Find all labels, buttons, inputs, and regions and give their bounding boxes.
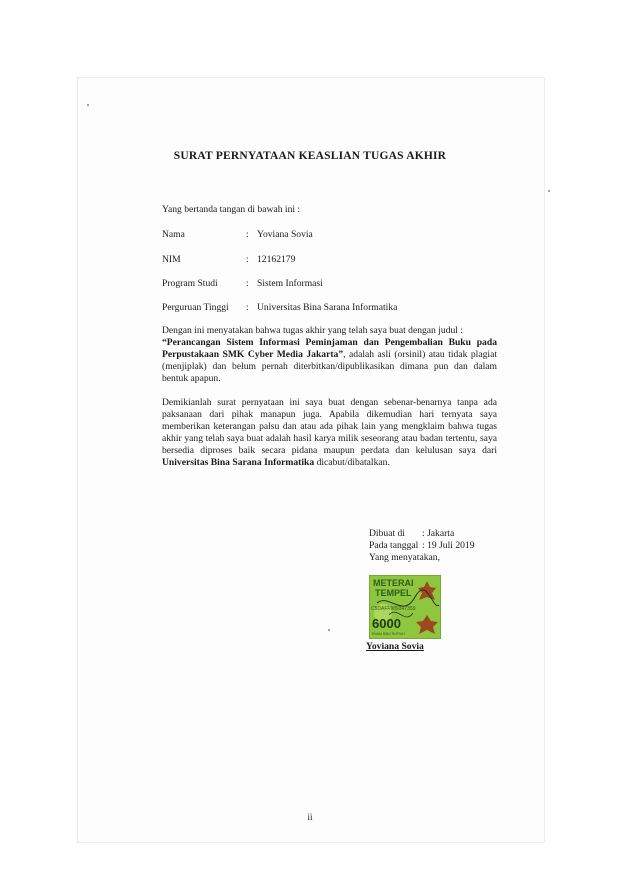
intro-text: Yang bertanda tangan di bawah ini : [162, 204, 301, 215]
field-label: Perguruan Tinggi [162, 302, 229, 313]
declaration-body [162, 397, 497, 468]
document-title: SURAT PERNYATAAN KEASLIAN TUGAS AKHIR [173, 150, 447, 162]
place-row [369, 528, 475, 540]
field-label: Nama [162, 229, 185, 240]
signer-name: Yoviana Sovia [366, 641, 424, 652]
field-colon: : [246, 302, 249, 313]
university-name: Universitas Bina Sarana Informatika [162, 456, 315, 468]
declaration-end: dicabut/dibatalkan. [314, 456, 390, 468]
field-value: Universitas Bina Sarana Informatika [257, 302, 398, 313]
statement-lead: Dengan ini menyatakan bahwa tugas akhir yang telah saya buat dengan judul : [162, 325, 464, 336]
date-row [369, 540, 475, 552]
field-value: 12162179 [257, 254, 296, 265]
date-value: : 19 Juli 2019 [422, 540, 475, 551]
field-colon: : [246, 278, 249, 289]
place-value: : Jakarta [422, 528, 455, 539]
scan-speck [87, 104, 89, 106]
field-colon: : [246, 229, 249, 240]
statement-paragraph [162, 325, 497, 385]
statement-rest: , adalah asli (orsinil) atau tidak plagiat (menjiplak) dan belum pernah diterbitkan/dipublikasikan dimana pun dan dalam bentuk apapun. [162, 348, 497, 384]
meterai-stamp [369, 575, 441, 639]
declaration-text: Demikianlah surat pernyataan ini saya buat dengan sebenar-benarnya tanpa ada paksanaan dari pihak manapun juga. Apabila dikemudian hari ternyata saya memberikan keterangan palsu dan atau ada pihak lain yang mengklaim bahwa tugas akhir yang telah saya buat adalah hasil karya milik seseorang atau badan tertentu, saya bersedia diproses baik secara pidana maupun perdata dan kelulusan saya dari [162, 397, 497, 456]
stamp-subtext: ENAM RIBU RUPIAH [372, 632, 405, 636]
declaration-paragraph [162, 397, 497, 468]
stamp-serial: C5DAFF989347359 [371, 606, 416, 612]
scan-speck [328, 629, 330, 631]
closing-text: Yang menyatakan, [369, 552, 440, 563]
page-number: ii [307, 812, 313, 822]
field-value: Sistem Informasi [257, 278, 323, 289]
signature-block [369, 528, 475, 564]
field-colon: : [246, 254, 249, 265]
stamp-amount: 6000 [372, 616, 401, 631]
field-label: Program Studi [162, 278, 218, 289]
statement-body [162, 337, 497, 385]
stamp-line2: TEMPEL [375, 588, 412, 598]
stamp-line1: METERAI [373, 578, 414, 588]
place-label: Dibuat di [369, 528, 405, 539]
field-value: Yoviana Sovia [257, 229, 313, 240]
thesis-title: “Perancangan Sistem Informasi Peminjaman dan Pengembalian Buku pada Perpustakaan SMK Cyber Media Jakarta” [162, 336, 497, 360]
scan-speck [548, 190, 550, 192]
date-label: Pada tanggal [369, 540, 419, 551]
field-label: NIM [162, 254, 181, 265]
